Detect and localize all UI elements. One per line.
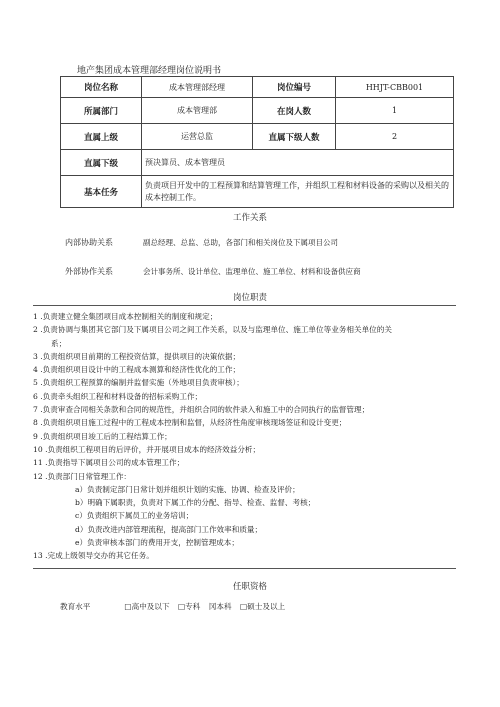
qualification-heading: 任职资格 [232, 582, 267, 592]
education-option-junior-college: □专科 [178, 602, 201, 611]
duty-subitem: a）负责制定部门日常计划并组织计划的实施、协调、检查及评价； [75, 484, 300, 494]
subordinates-value: 预决算员、成本管理员 [142, 150, 454, 176]
duty-item: 4 .负责组织项目设计中的工程成本测算和经济性优化的工作； [33, 365, 241, 375]
duty-item: 3 .负责组织项目前期的工程投资估算，提供项目的决策依据； [33, 351, 241, 361]
duty-item: 10 .负责组织工程项目的后评价，并开展项目成本的经济效益分析； [33, 444, 261, 454]
duty-item: 8 .负责组织项目施工过程中的工程成本控制和监督，从经济性角度审核现场签证和设计变更； [33, 418, 347, 428]
duty-subitem: c）负责组织下属员工的业务培训； [75, 511, 194, 521]
superior-label: 直属上级 [61, 124, 142, 150]
document-title: 地产集团成本管理部经理岗位说明书 [77, 66, 222, 76]
duties-top-divider [33, 305, 456, 306]
duty-item: 7 .负责审查合同相关条款和合同的规范性，并组织合同的软件录入和施工中的合同执行的监督管理； [33, 405, 370, 415]
duties-list [33, 310, 458, 563]
education-option-bachelor: 冈本科 [208, 602, 232, 611]
department-label: 所属部门 [61, 98, 142, 124]
subordinate-count-label: 直属下级人数 [253, 124, 336, 150]
duty-item: 11 .负责指导下属项目公司的成本管理工作； [33, 458, 185, 468]
work-relations-heading: 工作关系 [232, 213, 267, 223]
position-code-value: HHJT-CBB001 [336, 77, 454, 98]
position-name-value: 成本管理部经理 [142, 77, 253, 98]
basic-task-value: 负责项目开发中的工程预算和结算管理工作，并组织工程和材料设备的采购以及相关的成本控制工作。 [142, 176, 454, 208]
position-info-table [60, 76, 454, 208]
external-relations-row [60, 258, 453, 288]
duty-subitem: b）明确下属职责，负责对下属工作的分配、指导、检查、监督、考核； [75, 498, 316, 508]
duty-item: 1 .负责建立健全集团项目成本控制相关的制度和规定； [33, 312, 218, 321]
duty-subitem: d）负责改进内部管理流程，提高部门工作效率和质量； [75, 524, 263, 534]
duty-item-continuation: 系； [51, 338, 67, 348]
superior-value: 运营总监 [142, 124, 253, 150]
department-value: 成本管理部 [142, 98, 253, 124]
education-row [60, 601, 291, 612]
education-option-high-school: □高中及以下 [124, 602, 170, 611]
position-code-label: 岗位编号 [253, 77, 336, 98]
duty-item: 12 .负责部门日常管理工作： [33, 471, 132, 481]
basic-task-label: 基本任务 [61, 176, 142, 208]
external-relations-value: 会计事务所、设计单位、监理单位、施工单位、材料和设备供应商 [143, 267, 361, 276]
duty-item: 13 .完成上级领导交办的其它任务。 [33, 551, 154, 561]
subordinates-label: 直属下级 [61, 150, 142, 176]
subordinate-count-value: 2 [336, 124, 454, 150]
duty-item: 9 .负责组织项目竣工后的工程结算工作； [33, 431, 172, 441]
education-option-master: □硕士及以上 [240, 602, 286, 611]
internal-relations-row [60, 229, 453, 259]
internal-relations-label: 内部协助关系 [65, 238, 113, 247]
duties-bottom-divider [33, 568, 456, 569]
duty-item: 2 .负责协调与集团其它部门及下属项目公司之间工作关系，以及与监理单位、施工单位等业务相关单位的关 [33, 325, 392, 335]
headcount-value: 1 [336, 98, 454, 124]
duty-subitem: e）负责审核本部门的费用开支，控制管理成本； [75, 538, 239, 548]
external-relations-label: 外部协作关系 [65, 267, 113, 276]
duty-item: 5 .负责组织工程预算的编制并监督实施（外地项目负责审核）； [33, 378, 244, 388]
headcount-label: 在岗人数 [253, 98, 336, 124]
position-name-label: 岗位名称 [61, 77, 142, 98]
education-label: 教育水平 [60, 602, 91, 611]
duties-heading: 岗位职责 [232, 293, 267, 303]
duty-item: 6 .负责牵头组织工程和材料设备的招标采购工作； [33, 391, 203, 401]
internal-relations-value: 副总经理、总监、总助，各部门和相关岗位及下属项目公司 [143, 238, 338, 247]
